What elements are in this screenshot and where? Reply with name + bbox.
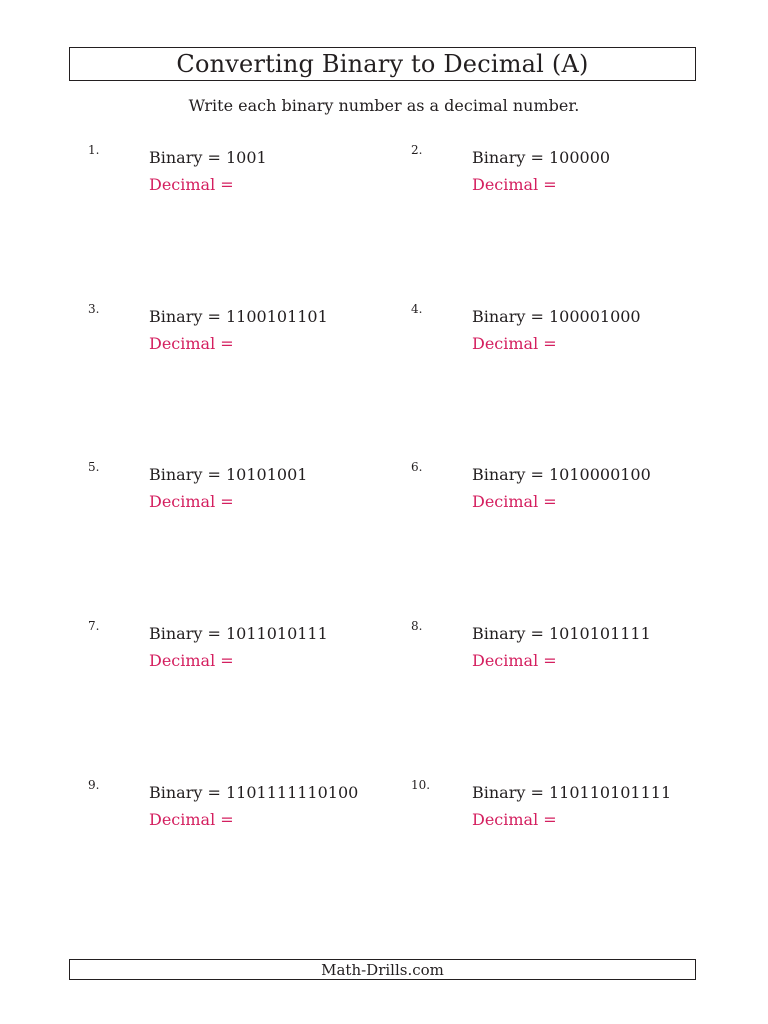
problem-item (411, 143, 731, 223)
binary-line (472, 148, 610, 167)
footer-site-name: Math-Drills.com (321, 960, 444, 979)
binary-prefix: Binary = (149, 465, 226, 484)
binary-line (472, 465, 651, 484)
binary-value: 110110101111 (548, 783, 672, 802)
problem-item (411, 460, 731, 540)
problem-number: 9. (88, 778, 100, 792)
problem-number: 4. (411, 302, 423, 316)
problem-item (88, 619, 408, 699)
instructions: Write each binary number as a decimal number. (188, 96, 580, 115)
binary-line (472, 783, 671, 802)
binary-line (149, 307, 328, 326)
binary-prefix: Binary = (149, 148, 226, 167)
footer (69, 959, 696, 980)
binary-prefix: Binary = (472, 465, 549, 484)
problem-item (88, 778, 408, 858)
binary-line (149, 465, 307, 484)
binary-prefix: Binary = (149, 307, 226, 326)
problem-item (411, 619, 731, 699)
problem-number: 7. (88, 619, 100, 633)
decimal-label: Decimal = (149, 492, 234, 511)
problem-item (411, 778, 731, 858)
problem-number: 8. (411, 619, 423, 633)
binary-prefix: Binary = (149, 783, 226, 802)
binary-value: 1100101101 (225, 307, 328, 326)
binary-value: 1010000100 (548, 465, 651, 484)
problem-number: 2. (411, 143, 423, 157)
binary-prefix: Binary = (472, 307, 549, 326)
binary-prefix: Binary = (149, 624, 226, 643)
problem-number: 6. (411, 460, 423, 474)
binary-line (472, 307, 641, 326)
decimal-label: Decimal = (472, 175, 557, 194)
decimal-label: Decimal = (149, 810, 234, 829)
decimal-label: Decimal = (149, 175, 234, 194)
problem-item (88, 302, 408, 382)
decimal-label: Decimal = (472, 651, 557, 670)
binary-line (472, 624, 651, 643)
problem-number: 5. (88, 460, 100, 474)
decimal-label: Decimal = (472, 334, 557, 353)
problem-item (411, 302, 731, 382)
binary-value: 1010101111 (548, 624, 651, 643)
binary-value: 10101001 (225, 465, 308, 484)
binary-prefix: Binary = (472, 624, 549, 643)
binary-line (149, 624, 328, 643)
binary-value: 100001000 (548, 307, 641, 326)
decimal-label: Decimal = (472, 492, 557, 511)
problem-item (88, 460, 408, 540)
binary-prefix: Binary = (472, 783, 549, 802)
decimal-label: Decimal = (472, 810, 557, 829)
problem-item (88, 143, 408, 223)
problem-number: 10. (411, 778, 431, 792)
problem-number: 1. (88, 143, 100, 157)
decimal-label: Decimal = (149, 334, 234, 353)
binary-value: 1001 (225, 148, 267, 167)
problem-number: 3. (88, 302, 100, 316)
binary-prefix: Binary = (472, 148, 549, 167)
binary-line (149, 783, 358, 802)
binary-value: 1101111110100 (225, 783, 359, 802)
binary-value: 1011010111 (225, 624, 328, 643)
binary-line (149, 148, 267, 167)
binary-value: 100000 (548, 148, 611, 167)
decimal-label: Decimal = (149, 651, 234, 670)
worksheet-title-text: Converting Binary to Decimal (A) (176, 50, 589, 78)
